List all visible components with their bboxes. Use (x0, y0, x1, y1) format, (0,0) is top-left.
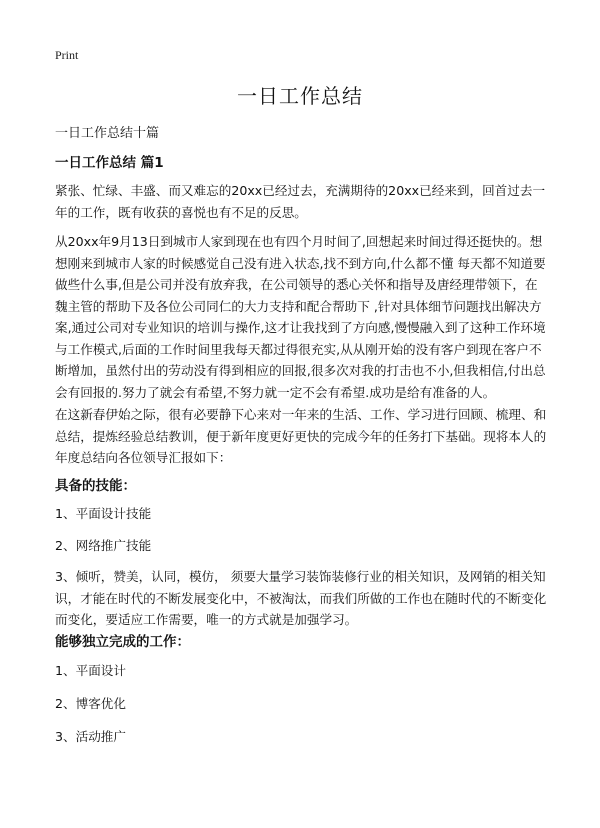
paragraph-text: 紧张、忙绿、丰盛、而又难忘的20xx已经过去，充满期待的20xx已经来到，回首过去一年的工作，既有收获的喜悦也有不足的反思。 (55, 183, 546, 220)
print-link[interactable]: Print (55, 48, 79, 62)
document-subtitle: 一日工作总结十篇 (55, 126, 160, 141)
paragraph-text: 在这新春伊始之际，很有必要静下心来对一年来的生活、工作、学习进行回顾、梳理、和总结，提炼经验总结教训，便于新年度更好更快的完成今年的任务打下基础。现将本人的年度总结向各位领导汇报如下： (55, 407, 547, 465)
task-item: 2、博客优化 (55, 696, 126, 711)
paragraph-experience (55, 231, 547, 403)
paragraph-text: 3、倾听，赞美，认同，模仿， 须要大量学习装饰装修行业的相关知识，及网销的相关知识，才能在时代的不断发展变化中，不被淘汰，而我们所做的工作也在随时代的不断变化而变化，要适应工作需要，唯一的方式就是加强学习。 (55, 569, 547, 627)
skills-heading: 具备的技能： (55, 478, 136, 494)
paragraph-review (55, 404, 547, 469)
task-item: 1、平面设计 (55, 663, 126, 678)
skill-item: 2、网络推广技能 (55, 538, 152, 553)
paragraph-intro (55, 180, 547, 223)
document-title: 一日工作总结 (237, 84, 363, 108)
task-item: 3、活动推广 (55, 729, 126, 744)
tasks-heading: 能够独立完成的工作： (55, 634, 190, 650)
skill-item-learning (55, 566, 547, 631)
paragraph-text: 从20xx年9月13日到城市人家到现在也有四个月时间了,回想起来时间过得还挺快的。想想刚来到城市人家的时候感觉自己没有进入状态,找不到方向,什么都不懂 每天都不知道要做些什么事,但是公司并没有放弃我，在公司领导的悉心关怀和指导及唐经理带领下，在魏主管的帮助下及各位公司同仁的大力支持和配合帮助下 ,针对具体细节问题找出解决方案,通过公司对专业知识的培训与操作,这才让我找到了方向感,慢慢融入到了这种工作环境与工作模式,后面的工作时间里我每天都过得很充实,从从刚开始的没有客户到现在客户不断增加，虽然付出的劳动没有得到相应的回报,很多次对我的打击也不小,但我相信,付出总会有回报的.努力了就会有希望,不努力就一定不会有希望.成功是给有准备的人。 (55, 234, 546, 400)
section-title: 一日工作总结 篇1 (55, 155, 164, 171)
skill-item: 1、平面设计技能 (55, 506, 152, 521)
